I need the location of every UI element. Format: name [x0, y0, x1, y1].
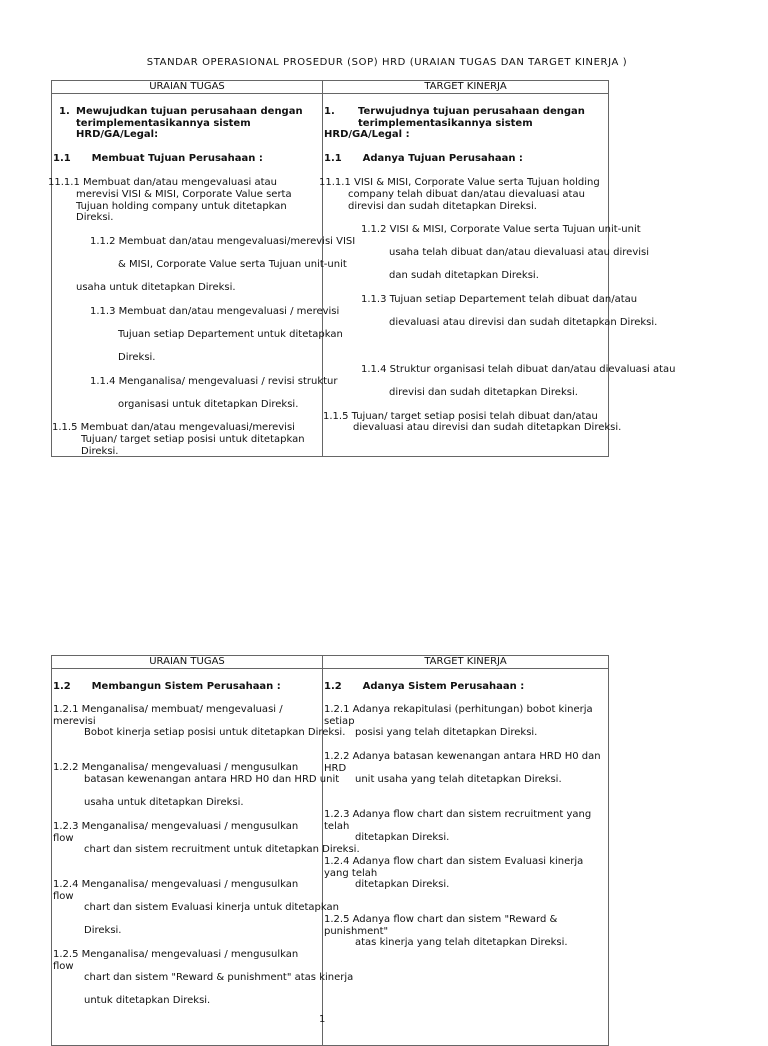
list-item: dievaluasi atau direvisi dan sudah ditetapkan Direksi.: [353, 422, 622, 433]
list-item: 1.2.5 Adanya flow chart dan sistem "Reward & punishment": [324, 914, 558, 937]
sop-table-2: [51, 655, 609, 1046]
heading-text: Mewujudkan tujuan perusahaan dengan terimplementasikannya sistem HRD/GA/Legal:: [76, 106, 303, 140]
list-item: 1.2.2 Menganalisa/ mengevaluasi / mengusulkan: [53, 762, 299, 773]
target-kinerja-cell: [323, 669, 609, 1046]
list-item: chart dan sistem Evaluasi kinerja untuk ditetapkan: [84, 902, 339, 913]
table-header-row: [52, 81, 609, 94]
list-item: Tujuan/ target setiap posisi untuk ditetapkan Direksi.: [81, 434, 305, 457]
list-item: Bobot kinerja setiap posisi untuk ditetapkan Direksi.: [84, 727, 346, 738]
list-item: organisasi untuk ditetapkan Direksi.: [118, 399, 299, 410]
list-item: usaha telah dibuat dan/atau dievaluasi atau direvisi: [389, 247, 650, 258]
target-kinerja-cell: [319, 94, 676, 457]
document-title: STANDAR OPERASIONAL PROSEDUR (SOP) HRD (URAIAN TUGAS DAN TARGET KINERJA ): [146, 57, 628, 68]
subsection-heading: 1.2 Membangun Sistem Perusahaan :: [53, 681, 281, 692]
table-row: [52, 669, 609, 1046]
list-item: 11.1.1 VISI & MISI, Corporate Value serta Tujuan holding: [319, 177, 600, 188]
list-item: ditetapkan Direksi.: [355, 832, 450, 843]
list-item: & MISI, Corporate Value serta Tujuan unit-unit: [118, 259, 347, 270]
heading-text: Terwujudnya tujuan perusahaan dengan terimplementasikannya sistem: [358, 106, 585, 129]
list-item: batasan kewenangan antara HRD H0 dan HRD unit: [84, 774, 340, 785]
list-item: 1.2.5 Menganalisa/ mengevaluasi / mengusulkan flow: [53, 949, 299, 972]
page-number: 1: [319, 1014, 326, 1025]
list-item: usaha untuk ditetapkan Direksi.: [76, 282, 236, 293]
list-item: Direksi.: [84, 925, 122, 936]
list-item: 1.2.4 Menganalisa/ mengevaluasi / mengusulkan flow: [53, 879, 299, 902]
list-item: untuk ditetapkan Direksi.: [84, 995, 211, 1006]
list-item: 1.1.4 Menganalisa/ mengevaluasi / revisi struktur: [90, 376, 338, 387]
list-item: merevisi VISI & MISI, Corporate Value serta Tujuan holding company untuk ditetapkan Direksi.: [76, 189, 292, 223]
list-item: posisi yang telah ditetapkan Direksi.: [355, 727, 538, 738]
list-item: ditetapkan Direksi.: [355, 879, 450, 890]
uraian-tugas-cell: [48, 94, 356, 457]
list-item: usaha untuk ditetapkan Direksi.: [84, 797, 244, 808]
header-target-kinerja: TARGET KINERJA: [323, 81, 609, 94]
heading-number: 1.: [59, 106, 70, 117]
list-item: dan sudah ditetapkan Direksi.: [389, 270, 539, 281]
subsection-heading: 1.2 Adanya Sistem Perusahaan :: [324, 681, 525, 692]
sop-table-1: [48, 80, 676, 457]
list-item: 1.2.1 Menganalisa/ membuat/ mengevaluasi / merevisi: [53, 704, 283, 727]
list-item: 1.1.3 Membuat dan/atau mengevaluasi / merevisi: [90, 306, 340, 317]
list-item: 1.1.4 Struktur organisasi telah dibuat dan/atau dievaluasi atau: [361, 364, 676, 375]
list-item: 1.2.2 Adanya batasan kewenangan antara HRD H0 dan HRD: [324, 751, 601, 774]
header-uraian-tugas: URAIAN TUGAS: [52, 81, 323, 94]
list-item: dievaluasi atau direvisi dan sudah ditetapkan Direksi.: [389, 317, 658, 328]
list-item: 1.1.2 VISI & MISI, Corporate Value serta Tujuan unit-unit: [361, 224, 641, 235]
list-item: 1.1.5 Membuat dan/atau mengevaluasi/merevisi: [52, 422, 295, 433]
list-item: 1.2.1 Adanya rekapitulasi (perhitungan) bobot kinerja setiap: [324, 704, 593, 727]
table-row: [52, 94, 609, 457]
list-item: 1.2.3 Adanya flow chart dan sistem recruitment yang telah: [324, 809, 592, 832]
list-item: direvisi dan sudah ditetapkan Direksi.: [389, 387, 578, 398]
list-item: 1.1.3 Tujuan setiap Departement telah dibuat dan/atau: [361, 294, 638, 305]
header-uraian-tugas: URAIAN TUGAS: [52, 656, 323, 669]
table-header-row: [52, 656, 609, 669]
subsection-heading: 1.1 Membuat Tujuan Perusahaan :: [53, 153, 263, 164]
list-item: unit usaha yang telah ditetapkan Direksi.: [355, 774, 562, 785]
list-item: Tujuan setiap Departement untuk ditetapkan: [118, 329, 343, 340]
list-item: 1.1.5 Tujuan/ target setiap posisi telah dibuat dan/atau: [323, 411, 598, 422]
list-item: chart dan sistem recruitment untuk ditetapkan Direksi.: [84, 844, 360, 855]
list-item: 1.2.3 Menganalisa/ mengevaluasi / mengusulkan flow: [53, 821, 299, 844]
list-item: 1.2.4 Adanya flow chart dan sistem Evaluasi kinerja yang telah: [324, 856, 584, 879]
header-target-kinerja: TARGET KINERJA: [323, 656, 609, 669]
heading-number: 1.: [324, 106, 335, 117]
uraian-tugas-cell: [52, 669, 360, 1046]
list-item: 1.1.2 Membuat dan/atau mengevaluasi/merevisi VISI: [90, 236, 356, 247]
list-item: atas kinerja yang telah ditetapkan Direksi.: [355, 937, 568, 948]
list-item: company telah dibuat dan/atau dievaluasi atau direvisi dan sudah ditetapkan Direksi.: [348, 189, 585, 212]
list-item: 11.1.1 Membuat dan/atau mengevaluasi atau: [48, 177, 277, 188]
list-item: Direksi.: [118, 352, 156, 363]
list-item: chart dan sistem "Reward & punishment" atas kinerja: [84, 972, 354, 983]
heading-tail: HRD/GA/Legal :: [324, 129, 410, 140]
subsection-heading: 1.1 Adanya Tujuan Perusahaan :: [324, 153, 523, 164]
